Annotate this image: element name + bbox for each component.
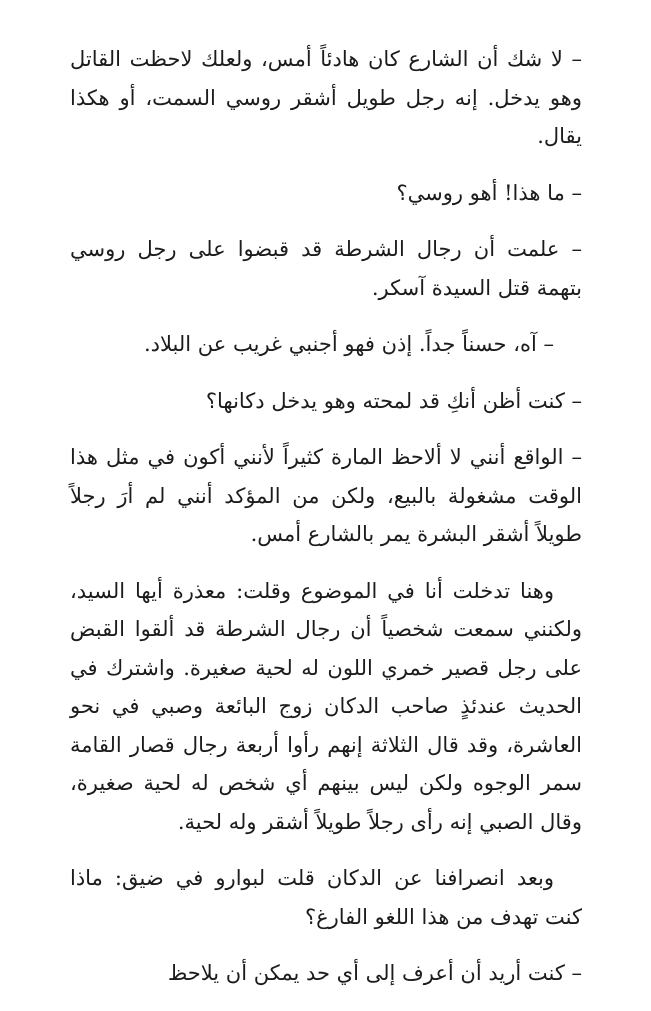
paragraph-6: – الواقع أنني لا ألاحظ المارة كثيراً لأنني أكون في مثل هذا الوقت مشغولة بالبيع، ولكن من المؤكد أنني لم أرَ رجلاً طويلاً أشقر البشرة يمر بالشارع أمس. bbox=[70, 445, 582, 546]
paragraph-9: – كنت أريد أن أعرف إلى أي حد يمكن أن يلاحظ bbox=[167, 961, 582, 985]
paragraph-2: – ما هذا! أهو روسي؟ bbox=[396, 180, 582, 205]
paragraph-5: – كنت أظن أنكِ قد لمحته وهو يدخل دكانها؟ bbox=[205, 388, 582, 413]
paragraph-7: وهنا تدخلت أنا في الموضوع وقلت: معذرة أيها السيد، ولكنني سمعت شخصياً أن رجال الشرطة قد ألقوا القبض على رجل قصير خمري اللون له لحية صغيرة. واشترك في الحديث عندئذٍ صاحب الدكان زوج البائعة وصبي في نحو العاشرة، وقد قال الثلاثة إنهم رأوا أربعة رجال قصار القامة سمر الوجوه ولكن ليس بينهم أي شخص له لحية صغيرة، وقال الصبي إنه رأى رجلاً طويلاً أشقر وله لحية. bbox=[70, 578, 582, 834]
paragraph-3: – علمت أن رجال الشرطة قد قبضوا على رجل روسي بتهمة قتل السيدة آسكر. bbox=[70, 237, 582, 300]
paragraph-1: – لا شك أن الشارع كان هادئاً أمس، ولعلك لاحظت القاتل وهو يدخل. إنه رجل طويل أشقر روسي السمت، أو هكذا يقال. bbox=[70, 47, 582, 148]
paragraph-4: – آه، حسناً جداً. إذن فهو أجنبي غريب عن البلاد. bbox=[143, 332, 554, 356]
paragraph-8: وبعد انصرافنا عن الدكان قلت لبوارو في ضيق: ماذا كنت تهدف من هذا اللغو الفارغ؟ bbox=[70, 866, 582, 929]
document-page bbox=[70, 40, 582, 1011]
